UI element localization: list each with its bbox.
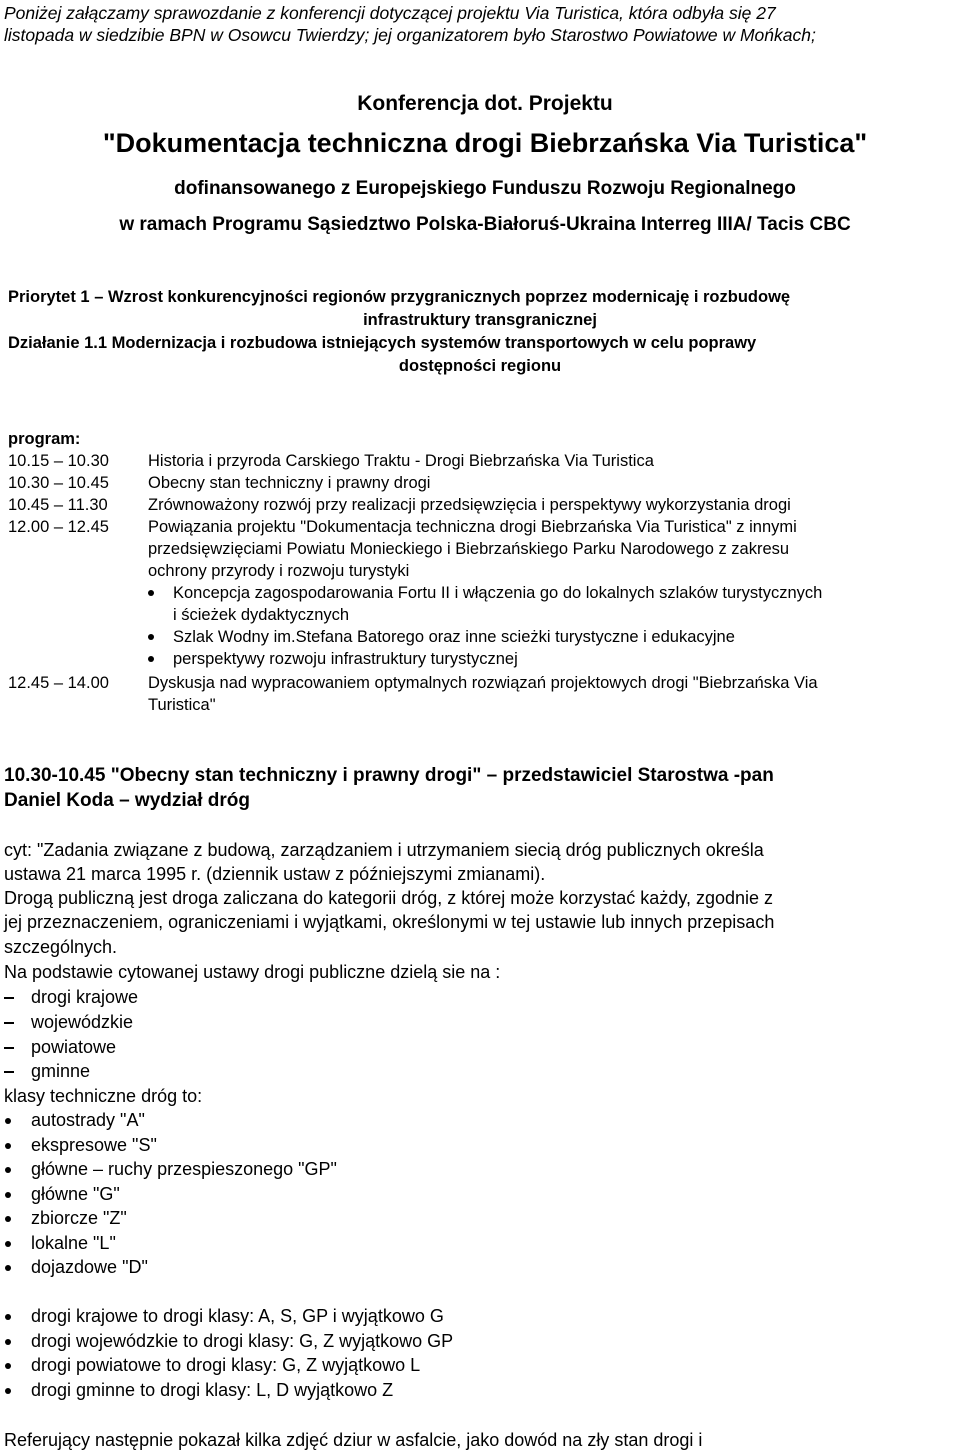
- program-item-continued: przedsięwzięciami Powiatu Monieckiego i Biebrzańskiego Parku Narodowego z zakresu: [148, 540, 790, 558]
- bullet-icon: [148, 634, 154, 640]
- priority-line-1: Priorytet 1 – Wzrost konkurencyjności regionów przygranicznych poprzez modernicaję i rozbudowę: [8, 288, 791, 306]
- program-item-text: Dyskusja nad wypracowaniem optymalnych rozwiązań projektowych drogi "Biebrzańska Via: [148, 674, 818, 692]
- bullet-icon: [5, 1167, 11, 1173]
- program-bullet-continued: i ścieżek dydaktycznych: [173, 606, 350, 624]
- program-item-time: 10.45 – 11.30: [8, 496, 108, 514]
- program-item-text: Zrównoważony rozwój przy realizacji przedsięwzięcia i perspektywy wykorzystania drogi: [148, 496, 791, 514]
- bullet-icon: [5, 1118, 11, 1124]
- intro-line-2: listopada w siedzibie BPN w Osowcu Twierdzy; jej organizatorem było Starostwo Powiatowe w Mońkach;: [4, 25, 816, 45]
- program-bullet: perspektywy rozwoju infrastruktury turystycznej: [173, 650, 518, 668]
- program-item-time: 12.45 – 14.00: [8, 674, 109, 692]
- body-line: ustawa 21 marca 1995 r. (dziennik ustaw z późniejszymi zmianami).: [4, 864, 546, 884]
- bullet-icon: [5, 1388, 11, 1394]
- funding-subtitle: dofinansowanego z Europejskiego Funduszu Rozwoju Regionalnego: [174, 178, 796, 199]
- road-category-item: drogi krajowe: [31, 987, 139, 1007]
- program-bullet: Szlak Wodny im.Stefana Batorego oraz inne scieżki turystyczne i edukacyjne: [173, 628, 735, 646]
- bullet-icon: [5, 1314, 11, 1320]
- dash-bullet-icon: [4, 1071, 14, 1073]
- body-line: Referujący następnie pokazał kilka zdjęć dziur w asfalcie, jako dowód na zły stan drogi i: [4, 1430, 703, 1450]
- action-line-2: dostępności regionu: [398, 357, 562, 375]
- program-item-time: 10.15 – 10.30: [8, 452, 109, 470]
- road-class-mapping: drogi krajowe to drogi klasy: A, S, GP i wyjątkowo G: [31, 1306, 444, 1326]
- program-item-text: Obecny stan techniczny i prawny drogi: [148, 474, 431, 492]
- program-subtitle: w ramach Programu Sąsiedztwo Polska-Białoruś-Ukraina Interreg IIIA/ Tacis CBC: [119, 214, 851, 235]
- body-line: cyt: "Zadania związane z budową, zarządzaniem i utrzymaniem siecią dróg publicznych określa: [4, 840, 764, 860]
- road-class-item: lokalne "L": [31, 1233, 116, 1253]
- bullet-icon: [5, 1363, 11, 1369]
- program-label: program:: [8, 430, 81, 448]
- bullet-icon: [5, 1265, 11, 1271]
- road-class-mapping: drogi powiatowe to drogi klasy: G, Z wyjątkowo L: [31, 1355, 421, 1375]
- priority-line-2: infrastruktury transgranicznej: [363, 311, 597, 329]
- bullet-icon: [5, 1339, 11, 1345]
- bullet-icon: [5, 1192, 11, 1198]
- program-item-text: Historia i przyroda Carskiego Traktu - Drogi Biebrzańska Via Turistica: [148, 452, 654, 470]
- road-category-item: wojewódzkie: [31, 1012, 134, 1032]
- road-class-item: główne – ruchy przespieszonego "GP": [31, 1159, 337, 1179]
- program-item-time: 10.30 – 10.45: [8, 474, 109, 492]
- road-category-item: powiatowe: [31, 1037, 117, 1057]
- section-title-line-1: 10.30-10.45 "Obecny stan techniczny i prawny drogi" – przedstawiciel Starostwa -pan: [4, 765, 774, 786]
- body-line: Drogą publiczną jest droga zaliczana do kategorii dróg, z której może korzystać każdy, zgodnie z: [4, 888, 774, 908]
- road-class-item: dojazdowe "D": [31, 1257, 148, 1277]
- program-item-continued: Turistica": [148, 696, 216, 714]
- dash-bullet-icon: [4, 997, 14, 999]
- bullet-icon: [148, 590, 154, 596]
- bullet-icon: [5, 1216, 11, 1222]
- bullet-icon: [5, 1143, 11, 1149]
- program-item-continued: ochrony przyrody i rozwoju turystyki: [148, 562, 410, 580]
- dash-bullet-icon: [4, 1047, 14, 1049]
- road-class-mapping: drogi wojewódzkie to drogi klasy: G, Z wyjątkowo GP: [31, 1331, 454, 1351]
- road-class-item: ekspresowe "S": [31, 1135, 157, 1155]
- dash-bullet-icon: [4, 1022, 14, 1024]
- body-line: jej przeznaczeniem, ograniczeniami i wyjątkami, określonymi w tej ustawie lub innych przepisach: [4, 912, 775, 932]
- body-line: Na podstawie cytowanej ustawy drogi publiczne dzielą sie na :: [4, 962, 501, 982]
- body-line: szczególnych.: [4, 937, 118, 957]
- road-class-item: autostrady "A": [31, 1110, 145, 1130]
- bullet-icon: [148, 656, 154, 662]
- road-class-item: zbiorcze "Z": [31, 1208, 127, 1228]
- conference-heading: Konferencja dot. Projektu: [357, 92, 613, 115]
- section-title-line-2: Daniel Koda – wydział dróg: [4, 790, 250, 811]
- action-line-1: Działanie 1.1 Modernizacja i rozbudowa istniejących systemów transportowych w celu poprawy: [8, 334, 757, 352]
- intro-line-1: Poniżej załączamy sprawozdanie z konferencji dotyczącej projektu Via Turistica, która odbyła się 27: [4, 3, 776, 23]
- road-class-mapping: drogi gminne to drogi klasy: L, D wyjątkowo Z: [31, 1380, 394, 1400]
- program-bullet: Koncepcja zagospodarowania Fortu II i włączenia go do lokalnych szlaków turystycznych: [173, 584, 823, 602]
- program-item-text: Powiązania projektu "Dokumentacja techniczna drogi Biebrzańska Via Turistica" z innymi: [148, 518, 797, 536]
- classes-label: klasy techniczne dróg to:: [4, 1086, 203, 1106]
- road-category-item: gminne: [31, 1061, 91, 1081]
- bullet-icon: [5, 1241, 11, 1247]
- program-item-time: 12.00 – 12.45: [8, 518, 109, 536]
- road-class-item: główne "G": [31, 1184, 120, 1204]
- document-title: "Dokumentacja techniczna drogi Biebrzańska Via Turistica": [102, 128, 868, 158]
